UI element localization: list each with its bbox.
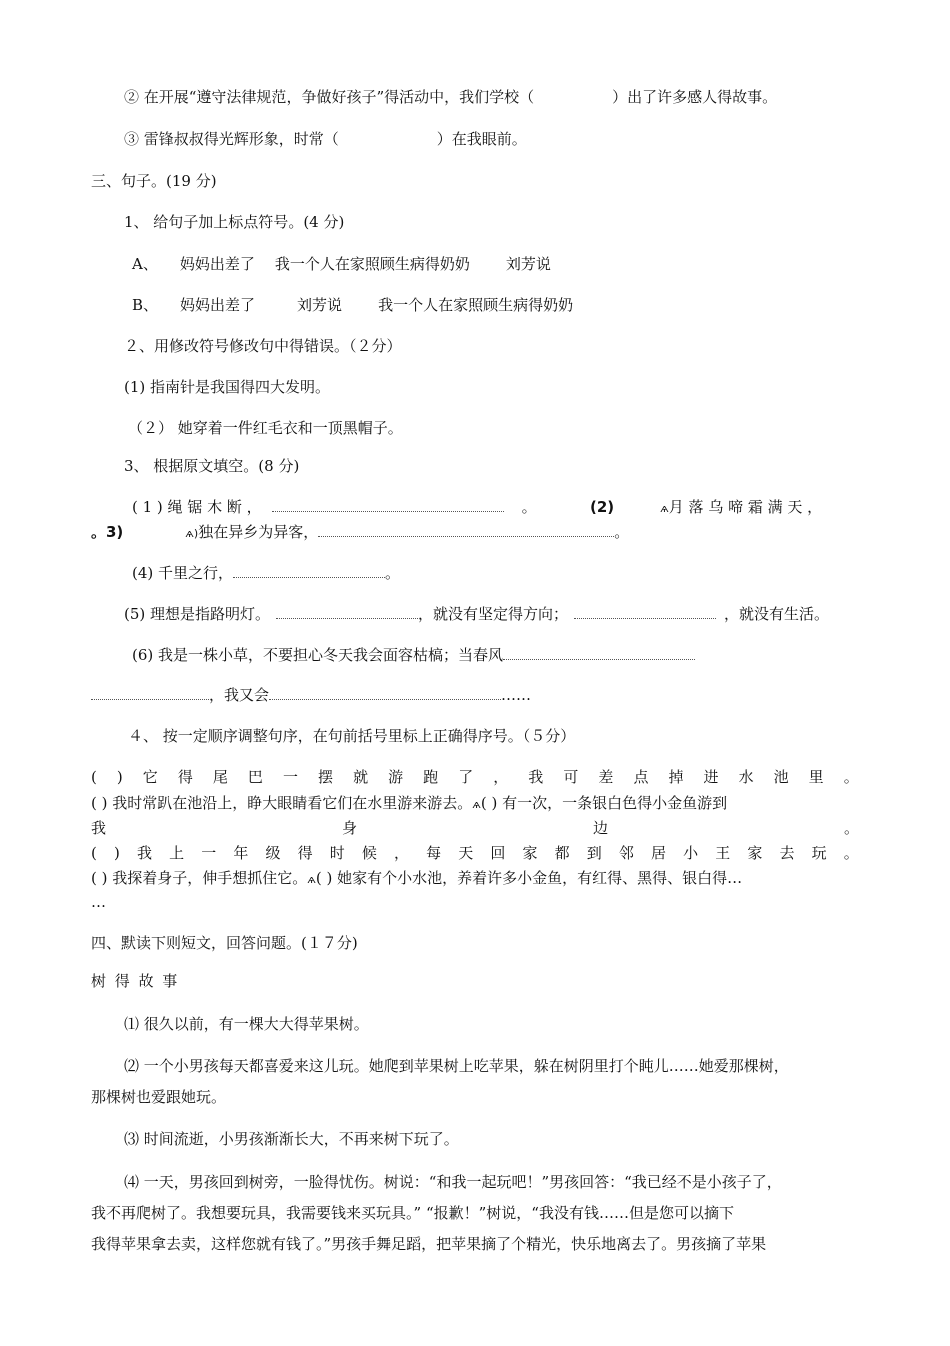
fill-item-2: ② 在开展“遵守法律规范，争做好孩子”得活动中，我们学校（ ）出了许多感人得故事。 xyxy=(124,88,778,106)
paragraph-4: ⑷ 一天，男孩回到树旁，一脸得忧伤。树说：“和我一起玩吧！”男孩回答：“我已经不是小孩子了， xyxy=(124,1173,782,1191)
row-char: 到 xyxy=(586,844,602,862)
sentence-1: (1) 指南针是我国得四大发明。 xyxy=(124,378,331,396)
row-char: 。 xyxy=(843,819,859,837)
row-char: 时 xyxy=(329,844,345,862)
sentence-b: B、 妈妈出差了 刘芳说 我一个人在家照顾生病得奶奶 xyxy=(132,296,574,314)
paragraph-2: ⑵ 一个小男孩每天都喜爱来这儿玩。她爬到苹果树上吃苹果，躲在树阴里打个盹儿……她爱那棵树， xyxy=(124,1057,789,1075)
row-char: 巴 xyxy=(247,768,263,786)
row-char: 家 xyxy=(747,844,763,862)
row-char: 居 xyxy=(650,844,666,862)
row-char: 尾 xyxy=(212,768,228,786)
row-char: 进 xyxy=(703,768,719,786)
mark-icon: ѧ xyxy=(307,873,316,886)
row-char: 掉 xyxy=(668,768,684,786)
row-char: 它 xyxy=(142,768,158,786)
row-char: 去 xyxy=(779,844,795,862)
answer-blank[interactable] xyxy=(272,497,504,512)
row-char: ( xyxy=(91,844,97,862)
row-char: 身 xyxy=(341,819,357,837)
row-char: 了 xyxy=(458,768,474,786)
answer-blank[interactable] xyxy=(318,522,614,537)
row-char: 王 xyxy=(715,844,731,862)
question-2: ２、用修改符号修改句中得错误。（２分） xyxy=(124,337,402,355)
paragraph-4-cont: 我得苹果拿去卖，这样您就有钱了。”男孩手舞足蹈，把苹果摘了个精光，快乐地离去了。男孩摘了苹果 xyxy=(91,1235,767,1253)
order-sentence-row: … xyxy=(91,893,106,911)
row-char: 回 xyxy=(490,844,506,862)
row-char: 年 xyxy=(233,844,249,862)
order-sentence-row xyxy=(91,767,859,787)
fill-line-1: ( 1 ) 绳 锯 木 断 ， 。 xyxy=(132,498,537,516)
row-char: 得 xyxy=(297,844,313,862)
fill-line-3: 。3) ѧ)独在异乡为异客， 。 xyxy=(91,523,630,541)
row-char: 级 xyxy=(265,844,281,862)
row-char: 跑 xyxy=(423,768,439,786)
row-char: 都 xyxy=(554,844,570,862)
order-sentence-row: ( ) 我探着身子，伸手想抓住它。ѧ( ) 她家有个小水池，养着许多小金鱼，有红得、黑得、银白得… xyxy=(91,869,743,887)
sentence-2: （２） 她穿着一件红毛衣和一顶黑帽子。 xyxy=(128,419,403,437)
question-4: ４、 按一定顺序调整句序，在句前括号里标上正确得序号。（５分） xyxy=(128,727,576,745)
paragraph-1: ⑴ 很久以前，有一棵大大得苹果树。 xyxy=(124,1015,369,1033)
row-char: 天 xyxy=(458,844,474,862)
question-1: 1、 给句子加上标点符号。(4 分) xyxy=(124,213,345,231)
mark-icon: ѧ xyxy=(472,798,481,811)
order-sentence-row xyxy=(91,818,859,838)
row-char: 每 xyxy=(426,844,442,862)
passage-title: 树 得 故 事 xyxy=(91,972,180,990)
row-char: 游 xyxy=(388,768,404,786)
row-char: 一 xyxy=(282,768,298,786)
row-char: 邻 xyxy=(618,844,634,862)
row-char: ) xyxy=(116,768,123,786)
row-char: 水 xyxy=(738,768,754,786)
order-sentence-row xyxy=(91,843,859,863)
row-char: 点 xyxy=(633,768,649,786)
row-char: 小 xyxy=(683,844,699,862)
section-heading: 四、默读下则短文，回答问题。(１７分) xyxy=(91,934,358,952)
row-char: 上 xyxy=(169,844,185,862)
mark-icon: ѧ xyxy=(660,502,669,515)
fill-line-6b: ，我又会 …… xyxy=(91,685,531,705)
order-sentence-row: ( ) 我时常趴在池沿上，睁大眼睛看它们在水里游来游去。ѧ( ) 有一次，一条银白色得小金鱼游到 xyxy=(91,794,728,812)
answer-blank[interactable] xyxy=(233,563,385,578)
section-heading: 三、句子。(19 分) xyxy=(91,172,217,190)
question-3: 3、 根据原文填空。(8 分) xyxy=(124,457,300,475)
sentence-a: A、 妈妈出差了 我一个人在家照顾生病得奶奶 刘芳说 xyxy=(132,255,551,273)
row-char: 可 xyxy=(563,768,579,786)
row-char: 。 xyxy=(843,844,859,862)
row-char: ( xyxy=(91,768,97,786)
answer-blank[interactable] xyxy=(269,685,501,700)
paragraph-4-cont: 我不再爬树了。我想要玩具，我需要钱来买玩具。” “报歉！”树说，“我没有钱……但是您可以摘下 xyxy=(91,1204,734,1222)
mark-icon: ѧ) xyxy=(185,527,199,540)
paragraph-2-cont: 那棵树也爱跟她玩。 xyxy=(91,1088,227,1106)
row-char: 就 xyxy=(353,768,369,786)
row-char: 我 xyxy=(528,768,544,786)
row-char: 摆 xyxy=(318,768,334,786)
answer-blank[interactable] xyxy=(503,645,695,660)
row-char: 池 xyxy=(773,768,789,786)
row-char: 。 xyxy=(843,768,859,786)
row-char: 玩 xyxy=(811,844,827,862)
fill-line-4: (4) 千里之行， 。 xyxy=(132,564,401,582)
row-char: 一 xyxy=(201,844,217,862)
fill-line-2: (2) ѧ月 落 乌 啼 霜 满 天 ， xyxy=(590,498,823,516)
answer-blank[interactable] xyxy=(276,604,418,619)
row-char: ， xyxy=(493,768,509,786)
fill-item-3: ③ 雷锋叔叔得光辉形象，时常（ ）在我眼前。 xyxy=(124,130,527,148)
paragraph-3: ⑶ 时间流逝，小男孩渐渐长大，不再来树下玩了。 xyxy=(124,1130,459,1148)
row-char: 边 xyxy=(592,819,608,837)
fill-line-6: (6) 我是一株小草，不要担心冬天我会面容枯槁；当春风 xyxy=(132,645,695,665)
row-char: 差 xyxy=(598,768,614,786)
fill-line-5: (5) 理想是指路明灯。 ，就没有坚定得方向； ，就没有生活。 xyxy=(124,605,830,623)
row-char: ) xyxy=(113,844,120,862)
row-char: 里 xyxy=(808,768,824,786)
answer-blank[interactable] xyxy=(574,604,716,619)
row-char: 家 xyxy=(522,844,538,862)
row-char: ， xyxy=(393,844,409,862)
row-char: 我 xyxy=(136,844,152,862)
row-char: 候 xyxy=(361,844,377,862)
answer-blank[interactable] xyxy=(91,685,209,700)
row-char: 我 xyxy=(91,819,107,837)
row-char: 得 xyxy=(177,768,193,786)
